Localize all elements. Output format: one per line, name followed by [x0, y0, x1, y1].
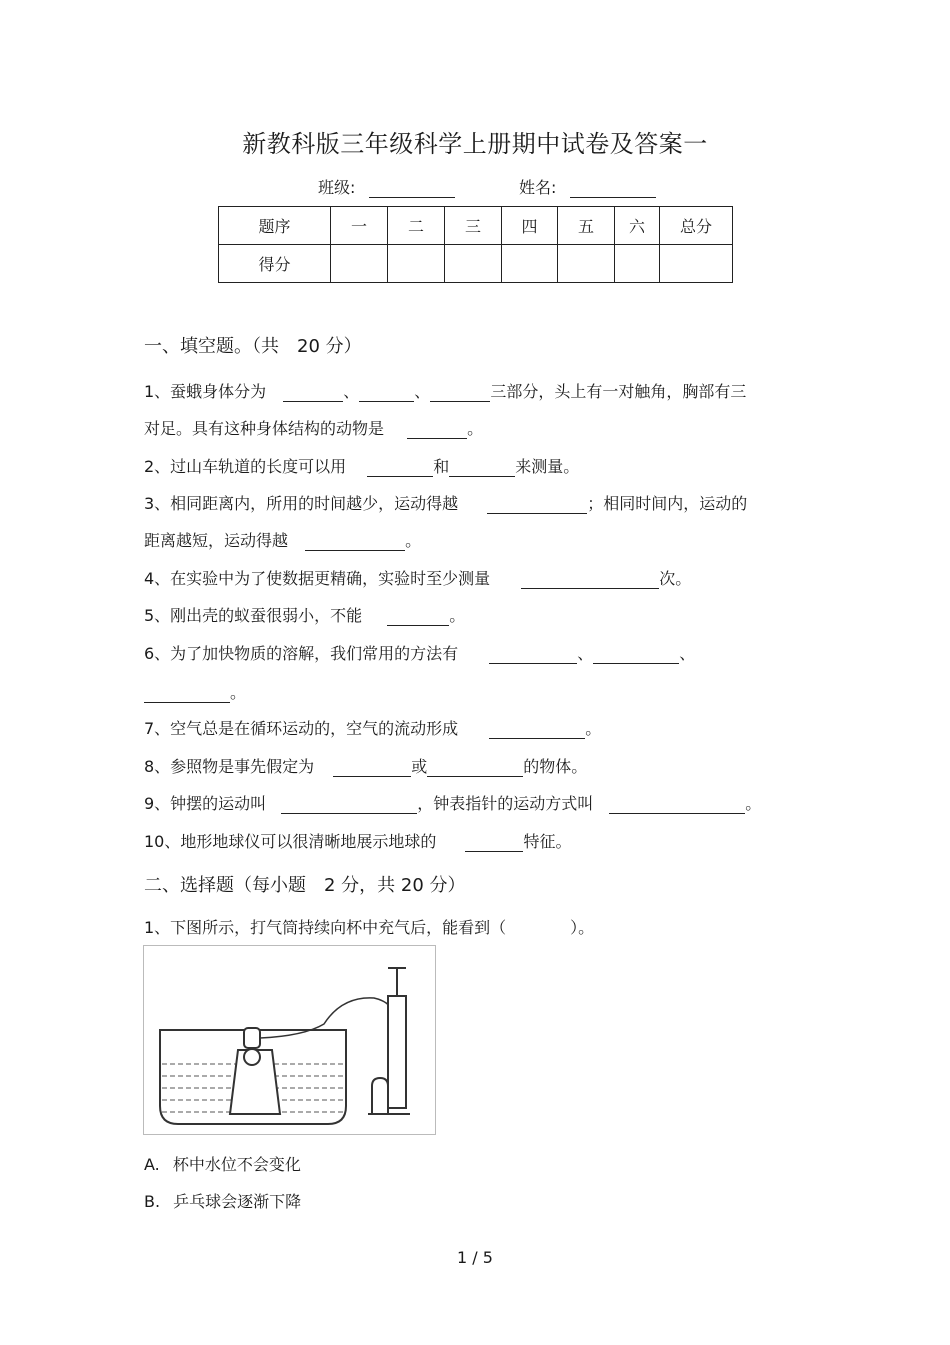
q8-blank-2[interactable]: [427, 759, 523, 777]
question-7: [144, 716, 601, 739]
q4-text: 4、在实验中为了使数据更精确，实验时至少测量: [144, 569, 491, 588]
q8-text: 8、参照物是事先假定为: [144, 757, 315, 776]
header-cell: 三: [445, 207, 502, 245]
header-cell: 五: [558, 207, 615, 245]
q3-blank-2[interactable]: [305, 533, 405, 551]
question-2: [144, 454, 579, 477]
score-table: [218, 206, 733, 283]
score-value-row: [219, 245, 733, 283]
section-2-heading: 二、选择题（每小题 2 分，共 20 分）: [144, 875, 466, 896]
q4-blank[interactable]: [521, 571, 659, 589]
q2-blank-1[interactable]: [367, 459, 433, 477]
q10-blank[interactable]: [465, 834, 523, 852]
q1-sep-2: 、: [414, 382, 431, 401]
option-b[interactable]: [144, 1189, 301, 1212]
score-header-row: [219, 207, 733, 245]
q3-line2-text: 距离越短，运动得越: [144, 531, 289, 550]
score-cell[interactable]: [660, 245, 733, 283]
q6-sep-1: 、: [577, 644, 594, 663]
pump-foot: [372, 1078, 388, 1114]
option-a-text: 杯中水位不会变化: [172, 1155, 301, 1174]
q7-blank[interactable]: [489, 721, 585, 739]
header-cell: 四: [502, 207, 558, 245]
header-cell: 二: [388, 207, 445, 245]
q3-end: 。: [405, 531, 422, 550]
q5-blank[interactable]: [387, 608, 449, 626]
q7-end: 。: [585, 719, 602, 738]
header-cell: 一: [331, 207, 388, 245]
pump-tank-diagram: [144, 946, 435, 1134]
q9-text: 9、钟摆的运动叫: [144, 794, 267, 813]
q8-blank-1[interactable]: [333, 759, 411, 777]
header-cell: 六: [615, 207, 660, 245]
class-label: 班级:: [318, 178, 356, 197]
score-cell[interactable]: [331, 245, 388, 283]
q1-line2-text: 对足。具有这种身体结构的动物是: [144, 419, 385, 438]
question-1: [144, 379, 746, 402]
page-number: 1 / 5: [457, 1248, 493, 1267]
q5-text: 5、刚出壳的蚁蚕很弱小，不能: [144, 606, 363, 625]
q9-end: 。: [745, 794, 762, 813]
mc-question-1: 1、下图所示，打气筒持续向杯中充气后，能看到（ ）。: [144, 918, 595, 937]
q6-sep-2: 、: [679, 644, 696, 663]
option-b-letter: B.: [144, 1192, 161, 1211]
q2-end: 来测量。: [515, 457, 580, 476]
q9-mid: ，钟表指针的运动方式叫: [417, 794, 594, 813]
q6-blank-2[interactable]: [593, 646, 679, 664]
pump-tank-figure: [143, 945, 436, 1135]
q10-end: 特征。: [523, 832, 572, 851]
q9-blank-2[interactable]: [609, 796, 745, 814]
page-title: 新教科版三年级科学上册期中试卷及答案一: [242, 130, 708, 158]
q2-mid: 和: [433, 457, 450, 476]
score-cell[interactable]: [558, 245, 615, 283]
q8-mid: 或: [411, 757, 428, 776]
air-tube: [260, 998, 394, 1038]
question-6-line-2: [144, 680, 246, 703]
question-4: [144, 566, 691, 589]
question-1-line-2: [144, 416, 483, 439]
score-cell[interactable]: [388, 245, 445, 283]
pump-barrel: [388, 996, 406, 1108]
score-cell[interactable]: [502, 245, 558, 283]
q4-end: 次。: [659, 569, 692, 588]
q3-text-cont: ；相同时间内，运动的: [587, 494, 748, 513]
q1-blank-2[interactable]: [359, 384, 414, 402]
q1-blank-4[interactable]: [407, 421, 467, 439]
q9-blank-1[interactable]: [281, 796, 417, 814]
q1-text: 1、蚕蛾身体分为: [144, 382, 267, 401]
name-label: 姓名:: [519, 178, 557, 197]
option-a-letter: A.: [144, 1155, 160, 1174]
name-blank[interactable]: [570, 181, 656, 198]
q5-end: 。: [449, 606, 466, 625]
q10-text: 10、地形地球仪可以很清晰地展示地球的: [144, 832, 437, 851]
q3-blank-1[interactable]: [487, 496, 587, 514]
question-10: [144, 829, 571, 852]
score-cell[interactable]: [445, 245, 502, 283]
question-3: [144, 491, 747, 514]
question-3-line-2: [144, 528, 421, 551]
score-cell[interactable]: [615, 245, 660, 283]
class-field: [318, 175, 455, 198]
q1-end: 。: [467, 419, 484, 438]
question-5: [144, 603, 465, 626]
q6-blank-3[interactable]: [144, 685, 230, 703]
row-label: 得分: [219, 245, 331, 283]
header-cell: 总分: [660, 207, 733, 245]
option-b-text: 乒乓球会逐渐下降: [173, 1192, 302, 1211]
q6-text: 6、为了加快物质的溶解，我们常用的方法有: [144, 644, 459, 663]
header-cell: 题序: [219, 207, 331, 245]
q2-blank-2[interactable]: [449, 459, 515, 477]
q6-blank-1[interactable]: [489, 646, 577, 664]
question-8: [144, 754, 587, 777]
section-1-heading: 一、填空题。（共 20 分）: [144, 336, 362, 357]
option-a[interactable]: [144, 1152, 301, 1175]
q1-text-cont: 三部分，头上有一对触角，胸部有三: [490, 382, 747, 401]
q8-end: 的物体。: [523, 757, 588, 776]
name-field: [519, 175, 656, 198]
class-blank[interactable]: [369, 181, 455, 198]
clamp: [244, 1028, 260, 1048]
q1-blank-3[interactable]: [430, 384, 490, 402]
q2-text: 2、过山车轨道的长度可以用: [144, 457, 347, 476]
q1-sep-1: 、: [343, 382, 360, 401]
question-6: [144, 641, 695, 664]
q3-text: 3、相同距离内，所用的时间越少，运动得越: [144, 494, 459, 513]
q1-blank-1[interactable]: [283, 384, 343, 402]
ping-pong-ball: [244, 1049, 260, 1065]
q7-text: 7、空气总是在循环运动的，空气的流动形成: [144, 719, 459, 738]
q6-end: 。: [230, 683, 247, 702]
question-9: [144, 791, 761, 814]
